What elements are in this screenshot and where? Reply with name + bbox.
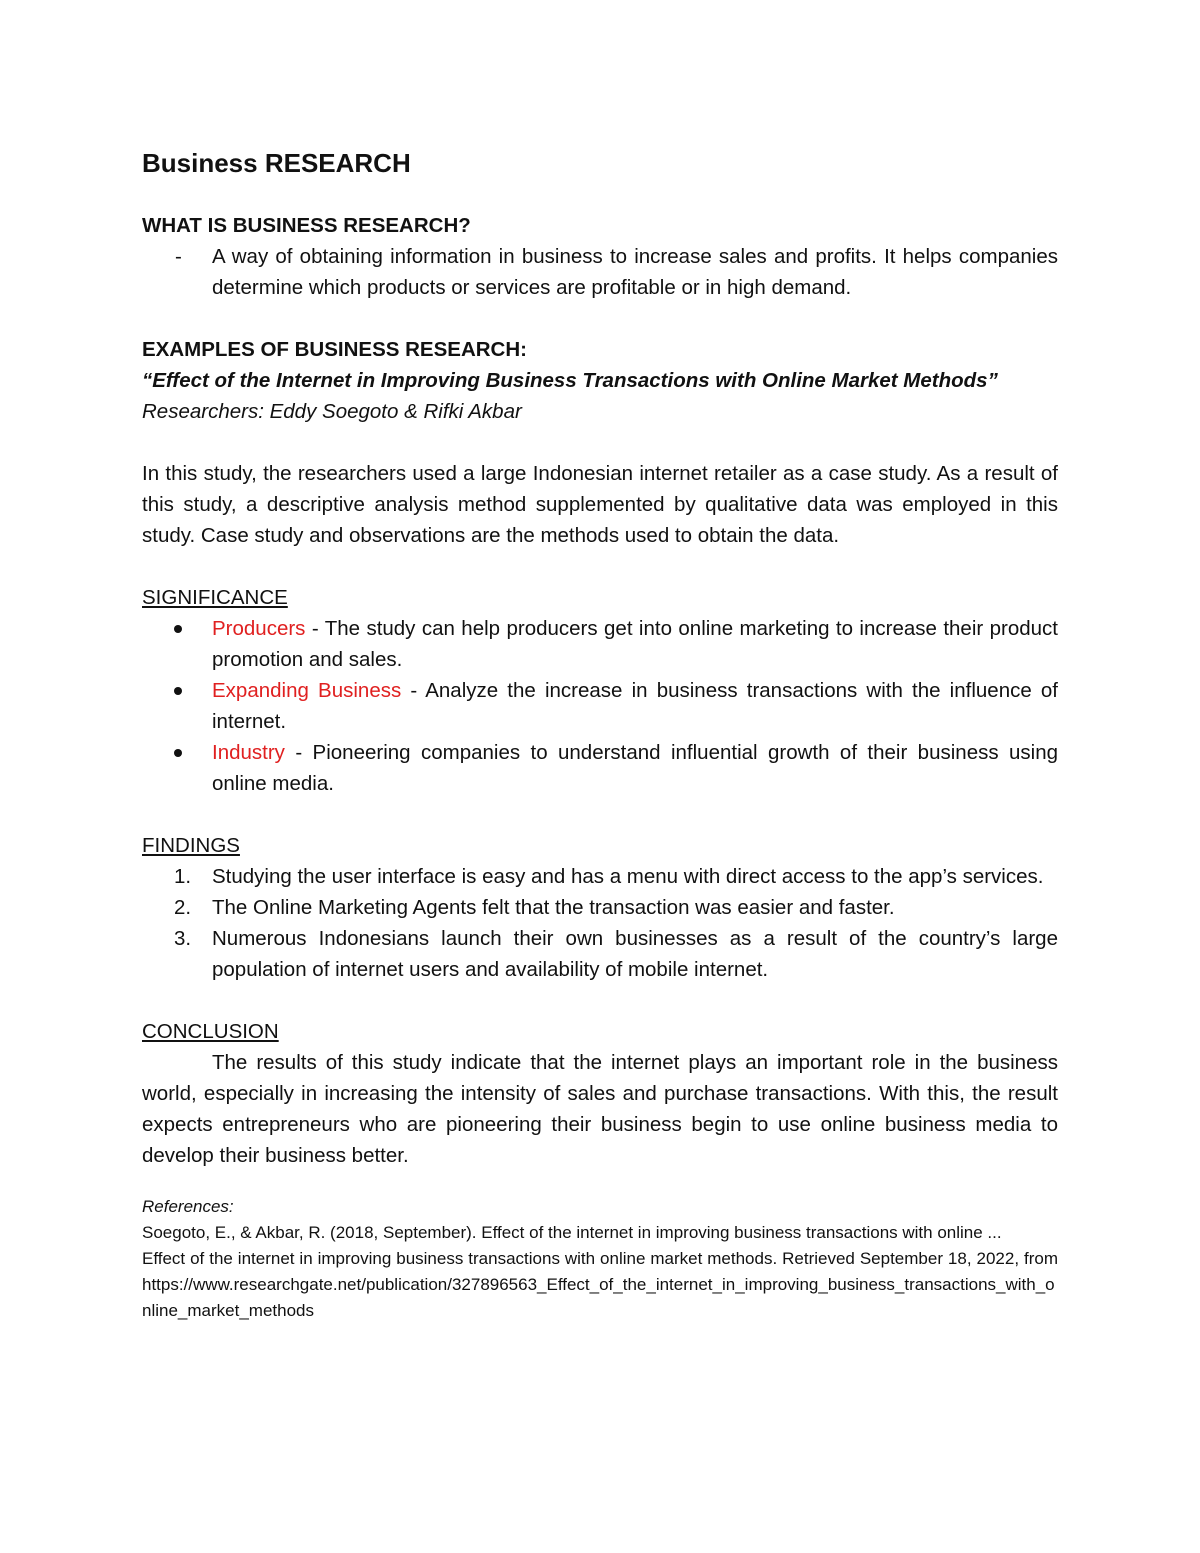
list-item [142,861,1058,892]
bullet-icon [142,675,212,737]
significance-term: Producers [212,617,306,640]
document-content [142,143,1058,1324]
list-number: 3. [174,927,192,950]
document-title: Business RESEARCH [142,148,411,178]
list-item [142,892,1058,923]
bullet-icon [142,737,212,799]
conclusion-text: The results of this study indicate that the internet plays an important role in the business world, especially in increasing the intensity of sales and purchase transactions. With this, the result expects entrepreneurs who are pioneering their business begin to use online business media to develop their business better. [142,1051,1058,1167]
conclusion-heading: CONCLUSION [142,1020,279,1043]
list-number: 2. [174,896,192,919]
references-section [142,1194,1058,1324]
significance-text: - The study can help producers get into online marketing to increase their product promotion and sales. [212,617,1058,671]
list-item [142,675,1058,737]
list-number: 1. [174,865,192,888]
significance-heading: SIGNIFICANCE [142,586,288,609]
list-item [142,613,1058,675]
study-paragraph: In this study, the researchers used a large Indonesian internet retailer as a case study. As a result of this study, a descriptive analysis method supplemented by qualitative data was employed in this study. Case study and observations are the methods used to obtain the data. [142,462,1058,547]
findings-heading: FINDINGS [142,834,240,857]
significance-term: Industry [212,741,285,764]
bullet-icon [142,613,212,675]
examples-heading: EXAMPLES OF BUSINESS RESEARCH: [142,338,527,361]
reference-line-1: Soegoto, E., & Akbar, R. (2018, September). Effect of the internet in improving business transactions with online ... [142,1223,1002,1242]
significance-text: - Pioneering companies to understand influential growth of their business using online media. [212,741,1058,795]
findings-list [142,861,1058,985]
list-item [142,737,1058,799]
finding-text: The Online Marketing Agents felt that the transaction was easier and faster. [212,896,895,919]
paper-title: “Effect of the Internet in Improving Business Transactions with Online Market Methods” [142,369,998,392]
finding-text: Studying the user interface is easy and has a menu with direct access to the app’s services. [212,865,1044,888]
reference-line-2: Effect of the internet in improving business transactions with online market methods. Retrieved September 18, 2022, from https://www.researchgate.net/publication/327896563_Effect_of_the_internet_in_improving_business_transactions_with_online_market_methods [142,1249,1058,1320]
what-is-text: A way of obtaining information in business to increase sales and profits. It helps companies determine which products or services are profitable or in high demand. [212,245,1058,299]
significance-list [142,613,1058,799]
list-item [142,923,1058,985]
finding-text: Numerous Indonesians launch their own businesses as a result of the country’s large population of internet users and availability of mobile internet. [212,927,1058,981]
significance-text: - Analyze the increase in business transactions with the influence of internet. [212,679,1058,733]
dash-marker: - [175,245,182,268]
researchers-line: Researchers: Eddy Soegoto & Rifki Akbar [142,400,522,423]
significance-term: Expanding Business [212,679,402,702]
what-is-heading: WHAT IS BUSINESS RESEARCH? [142,214,471,237]
references-label: References: [142,1197,234,1216]
what-is-definition [142,241,1058,303]
